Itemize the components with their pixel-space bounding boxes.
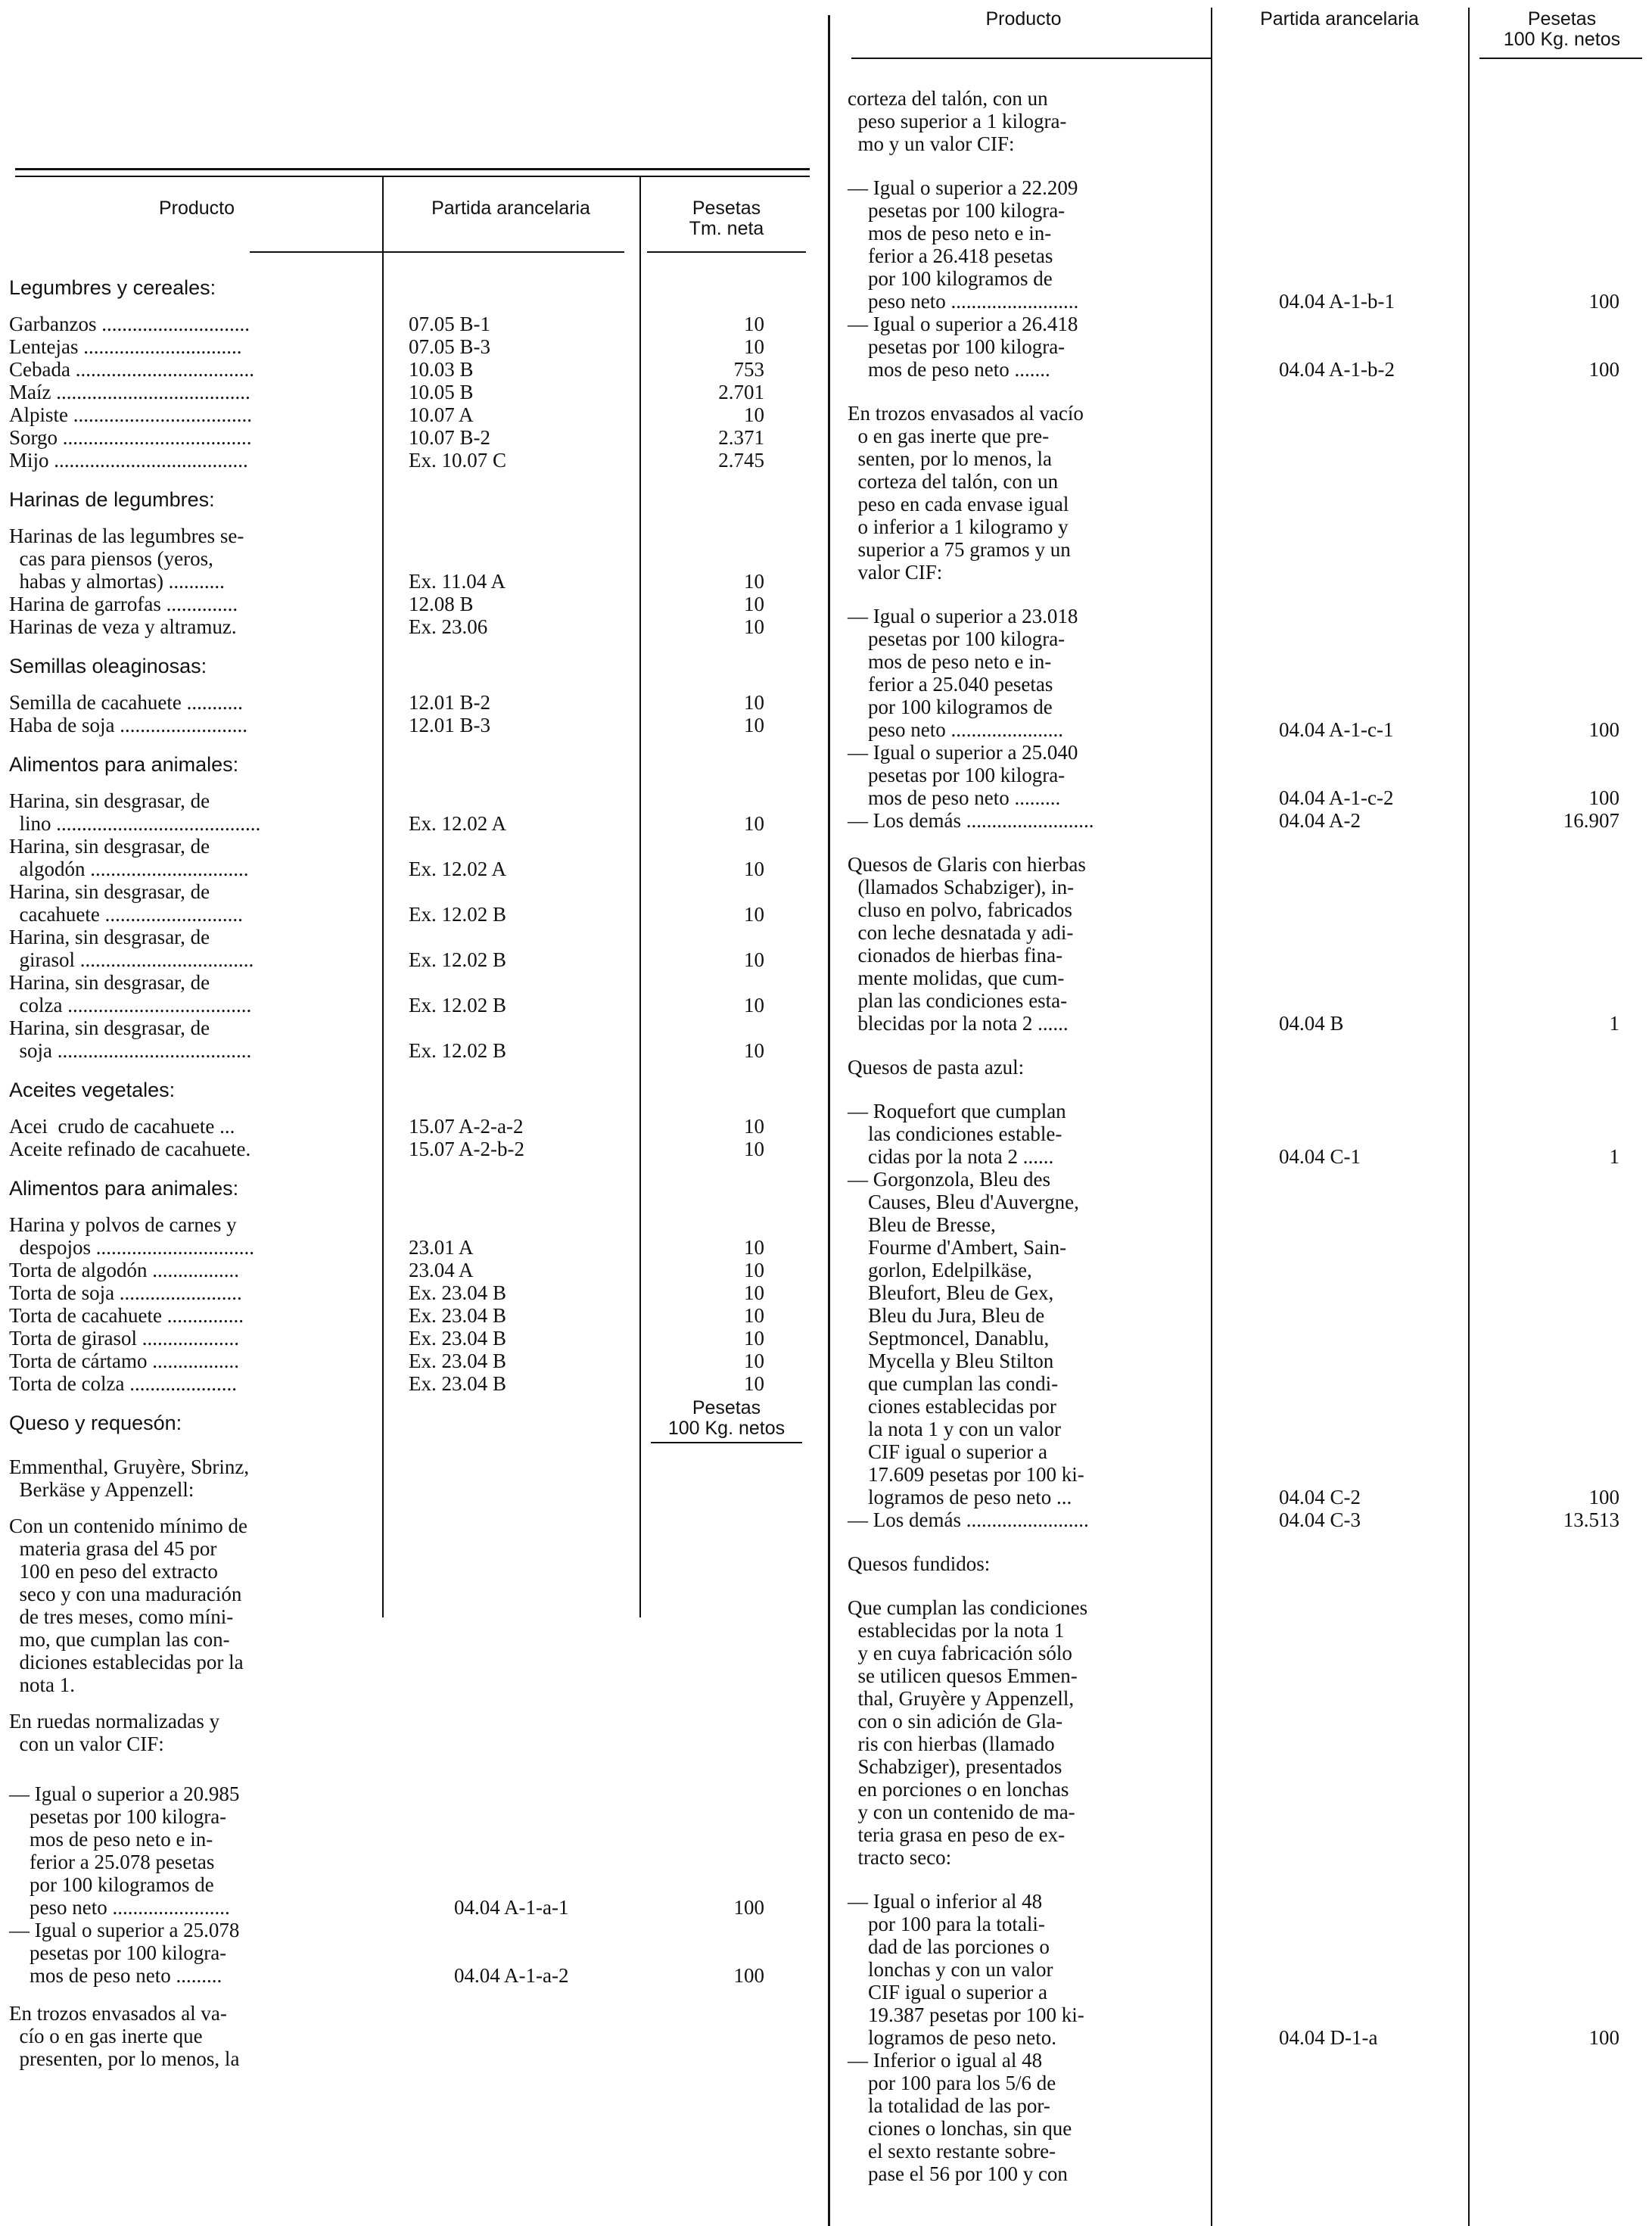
product-label: Sorgo ..................................... <box>9 426 252 449</box>
tariff-code: 04.04 B <box>1279 1012 1344 1035</box>
tariff-code: 04.04 C-1 <box>1279 1145 1361 1168</box>
price-value: 2.371 <box>718 426 764 449</box>
product-label: — Los demás ........................ <box>848 1508 1089 1531</box>
price-value: 100 <box>1588 718 1619 741</box>
ruedas-text: En ruedas normalizadas y con un valor CIF: <box>9 1710 220 1755</box>
price-value: 10 <box>744 593 764 615</box>
product-label: — Roquefort que cumplan las condiciones estable- cidas por la nota 2 ...... <box>848 1100 1066 1168</box>
section-title: Legumbres y cereales: <box>9 276 216 299</box>
tariff-code: Ex. 23.04 B <box>409 1281 507 1304</box>
product-label: Harina de garrofas .............. <box>9 593 238 615</box>
tariff-code: 15.07 A-2-b-2 <box>409 1138 524 1160</box>
tariff-code: 04.04 A-2 <box>1279 809 1361 832</box>
price-value: 100 <box>1588 358 1619 381</box>
section-title: Queso y requesón: <box>9 1412 182 1434</box>
price-value: 1 <box>1609 1012 1619 1035</box>
price-value: 10 <box>744 1304 764 1327</box>
price-value: 10 <box>744 570 764 593</box>
product-label: — Igual o superior a 26.418 pesetas por 100 kilogra- mos de peso neto ....... <box>848 313 1078 381</box>
header-double-rule <box>15 168 810 177</box>
product-label: — Igual o superior a 25.078 pesetas por 100 kilogra- mos de peso neto ......... <box>9 1919 240 1987</box>
product-label: — Igual o inferior al 48 por 100 para la totali- dad de las porciones o lonchas y con un valor CIF igual o superior a 19.387 pesetas por 100 ki- logramos de peso neto. <box>848 1890 1084 2049</box>
tariff-code: 07.05 B-3 <box>409 335 490 358</box>
tariff-code: 15.07 A-2-a-2 <box>409 1115 524 1138</box>
price-value: 10 <box>744 403 764 426</box>
right-header-rule-pesetas <box>1479 58 1642 59</box>
section-title: Alimentos para animales: <box>9 753 239 776</box>
price-value: 10 <box>744 1350 764 1372</box>
price-value: 10 <box>744 1115 764 1138</box>
price-value: 10 <box>744 948 764 971</box>
header-partida: Partida arancelaria <box>431 198 590 219</box>
product-label: Torta de girasol ................... <box>9 1327 240 1350</box>
tariff-code: Ex. 12.02 B <box>409 1039 507 1062</box>
header-pesetas <box>643 198 810 239</box>
tariff-code: Ex. 11.04 A <box>409 570 506 593</box>
price-value: 10 <box>744 1327 764 1350</box>
price-value: 10 <box>744 1372 764 1395</box>
product-label: corteza del talón, con un peso superior a 1 kilogra- mo y un valor CIF: <box>848 87 1067 155</box>
product-label: Harina y polvos de carnes y despojos ............................... <box>9 1213 254 1259</box>
tariff-code: 04.04 A-1-c-1 <box>1279 718 1394 741</box>
product-label: Harina, sin desgrasar, de colza .................................... <box>9 971 252 1016</box>
price-value: 10 <box>744 812 764 835</box>
tariff-code: Ex. 23.04 B <box>409 1304 507 1327</box>
header-rule-pesetas <box>647 251 806 253</box>
product-label: — Inferior o igual al 48 por 100 para los 5/6 de la totalidad de las por- ciones o lonchas, sin que el sexto restante sobre- pase el 56 por 100 y con <box>848 2049 1072 2185</box>
trozos-text: En trozos envasados al va- cío o en gas inerte que presenten, por lo menos, la <box>9 2002 240 2070</box>
product-label: Maíz ...................................... <box>9 381 250 403</box>
product-label: Harina, sin desgrasar, de cacahuete ........................... <box>9 880 243 926</box>
tariff-code: 07.05 B-1 <box>409 313 490 335</box>
right-header-rule <box>851 58 1211 59</box>
tariff-code: 04.04 A-1-c-2 <box>1279 786 1394 809</box>
price-value: 10 <box>744 691 764 714</box>
price-value: 100 <box>1588 290 1619 313</box>
header-producto: Producto <box>158 198 235 219</box>
unit-rule <box>651 1442 802 1443</box>
tariff-code: Ex. 23.04 B <box>409 1350 507 1372</box>
price-value: 10 <box>744 1039 764 1062</box>
tariff-code: 23.04 A <box>409 1259 474 1281</box>
section-title: Aceites vegetales: <box>9 1079 176 1101</box>
product-label: Garbanzos ............................. <box>9 313 250 335</box>
header-rule-partida <box>250 251 624 253</box>
product-label: Harinas de veza y altramuz. <box>9 615 237 638</box>
product-label: Torta de colza ..................... <box>9 1372 238 1395</box>
tariff-code: 12.01 B-3 <box>409 714 490 736</box>
tariff-code: 04.04 A-1-a-1 <box>454 1896 569 1919</box>
price-value: 753 <box>733 358 764 381</box>
product-label: Aceite refinado de cacahuete. <box>9 1138 251 1160</box>
tariff-code: 04.04 C-2 <box>1279 1486 1361 1508</box>
price-value: 2.745 <box>718 449 764 472</box>
tariff-code: 10.07 B-2 <box>409 426 490 449</box>
tariff-code: Ex. 10.07 C <box>409 449 507 472</box>
tariff-code: 04.04 C-3 <box>1279 1508 1361 1531</box>
product-label: — Igual o superior a 23.018 pesetas por 100 kilogra- mos de peso neto e in- ferior a 25.040 pesetas por 100 kilogramos de peso neto ...................... <box>848 605 1078 741</box>
price-value: 2.701 <box>718 381 764 403</box>
section-title: Harinas de legumbres: <box>9 488 215 511</box>
tariff-code: Ex. 12.02 B <box>409 903 507 926</box>
product-label: Haba de soja ......................... <box>9 714 247 736</box>
tariff-code: 04.04 A-1-b-1 <box>1279 290 1395 313</box>
product-label: Acei crudo de cacahuete ... <box>9 1115 235 1138</box>
right-header-producto: Producto <box>985 8 1062 30</box>
product-label: Torta de cártamo ................. <box>9 1350 240 1372</box>
product-label: Semilla de cacahuete ........... <box>9 691 243 714</box>
tariff-code: Ex. 23.04 B <box>409 1372 507 1395</box>
price-value: 10 <box>744 1259 764 1281</box>
price-value: 10 <box>744 1236 764 1259</box>
tariff-code: Ex. 12.02 A <box>409 812 507 835</box>
price-value: 100 <box>1588 1486 1619 1508</box>
product-label: Torta de soja ........................ <box>9 1281 242 1304</box>
right-divider-2 <box>1468 8 1470 2226</box>
unit-kg-netos: 100 Kg. netos <box>667 1418 786 1439</box>
price-value: 10 <box>744 714 764 736</box>
product-label: Harina, sin desgrasar, de algodón ............................... <box>9 835 249 880</box>
price-value: 100 <box>733 1964 764 1987</box>
unit-pesetas: Pesetas <box>692 1397 761 1418</box>
product-label: Quesos de pasta azul: <box>848 1056 1025 1079</box>
left-divider-1 <box>382 176 384 1617</box>
tariff-code: Ex. 12.02 B <box>409 994 507 1016</box>
tariff-code: Ex. 12.02 B <box>409 948 507 971</box>
price-value: 10 <box>744 615 764 638</box>
tariff-code: 23.01 A <box>409 1236 474 1259</box>
section-title: Semillas oleaginosas: <box>9 655 207 677</box>
price-value: 1 <box>1609 1145 1619 1168</box>
right-header-pesetas <box>1472 9 1652 50</box>
product-label: — Igual o superior a 20.985 pesetas por 100 kilogra- mos de peso neto e in- ferior a 25.078 pesetas por 100 kilogramos de peso neto ....................... <box>9 1782 240 1919</box>
emmenthal-heading: Emmenthal, Gruyère, Sbrinz, Berkäse y Appenzell: <box>9 1455 250 1501</box>
product-label: — Igual o superior a 22.209 pesetas por 100 kilogra- mos de peso neto e in- ferior a 26.418 pesetas por 100 kilogramos de peso neto ......................... <box>848 176 1079 313</box>
product-label: Harina, sin desgrasar, de girasol .................................. <box>9 926 254 971</box>
price-value: 10 <box>744 313 764 335</box>
column-divider <box>828 15 830 2226</box>
price-value: 16.907 <box>1563 809 1619 832</box>
product-label: Cebada ................................... <box>9 358 254 381</box>
product-label: Quesos fundidos: <box>848 1552 991 1575</box>
price-value: 10 <box>744 858 764 880</box>
product-label: Quesos de Glaris con hierbas (llamados Schabziger), in- cluso en polvo, fabricados con leche desnatada y adi- cionados de hierbas fina- mente molidas, que cum- plan las condiciones esta- blecidas por la nota 2 ...... <box>848 853 1086 1035</box>
right-header-partida: Partida arancelaria <box>1260 8 1419 30</box>
tariff-code: Ex. 23.04 B <box>409 1327 507 1350</box>
price-value: 100 <box>1588 2026 1619 2049</box>
tariff-code: 04.04 A-1-b-2 <box>1279 358 1395 381</box>
tariff-code: 10.07 A <box>409 403 474 426</box>
price-value: 10 <box>744 1138 764 1160</box>
header-pesetas-line1: Pesetas <box>692 198 761 219</box>
price-value: 100 <box>733 1896 764 1919</box>
tariff-code: 12.01 B-2 <box>409 691 490 714</box>
price-value: 10 <box>744 1281 764 1304</box>
price-value: 10 <box>744 903 764 926</box>
tariff-code: Ex. 12.02 A <box>409 858 507 880</box>
tariff-code: Ex. 23.06 <box>409 615 488 638</box>
product-label: Torta de algodón ................. <box>9 1259 240 1281</box>
contenido-text: Con un contenido mínimo de materia grasa del 45 por 100 en peso del extracto seco y con una maduración de tres meses, como míni- mo, que cumplan las con- diciones establecidas por la nota 1. <box>9 1515 247 1696</box>
right-header-pesetas-line2: 100 Kg. netos <box>1503 29 1621 50</box>
right-header-pesetas-line1: Pesetas <box>1527 8 1597 30</box>
product-label: — Igual o superior a 25.040 pesetas por 100 kilogra- mos de peso neto ......... <box>848 741 1078 809</box>
tariff-code: 12.08 B <box>409 593 474 615</box>
product-label: Alpiste ................................... <box>9 403 252 426</box>
tariff-code: 04.04 D-1-a <box>1279 2026 1378 2049</box>
price-value: 100 <box>1588 786 1619 809</box>
product-label: Harinas de las legumbres se- cas para piensos (yeros, habas y almortas) ........... <box>9 525 244 593</box>
product-label: Mijo ...................................... <box>9 449 248 472</box>
product-label: — Los demás ......................... <box>848 809 1094 832</box>
price-value: 13.513 <box>1563 1508 1619 1531</box>
product-label: Que cumplan las condiciones establecidas por la nota 1 y en cuya fabricación sólo se utilicen quesos Emmen- thal, Gruyère y Appenzell, con o sin adición de Gla- ris con hierbas (llamado Schabziger), presentados en porciones o en lonchas y con un contenido de ma- teria grasa en peso de ex- tracto seco: <box>848 1596 1088 1869</box>
product-label: En trozos envasados al vacío o en gas inerte que pre- senten, por lo menos, la corteza del talón, con un peso en cada envase igual o inferior a 1 kilogramo y superior a 75 gramos y un valor CIF: <box>848 402 1084 584</box>
product-label: Lentejas ............................... <box>9 335 242 358</box>
product-label: — Gorgonzola, Bleu des Causes, Bleu d'Auvergne, Bleu de Bresse, Fourme d'Ambert, Sain- gorlon, Edelpilkäse, Bleufort, Bleu de Gex, Bleu du Jura, Bleu de Septmoncel, Danablu, Mycella y Bleu Stilton que cumplan las condi- ciones establecidas por la nota 1 y con un valor CIF igual o superior a 17.609 pesetas por 100 ki- logramos de peso neto ... <box>848 1168 1084 1508</box>
product-label: Harina, sin desgrasar, de soja ...................................... <box>9 1016 252 1062</box>
tariff-code: 04.04 A-1-a-2 <box>454 1964 569 1987</box>
right-divider-1 <box>1211 8 1212 2226</box>
product-label: Torta de cacahuete ............... <box>9 1304 244 1327</box>
section-title: Alimentos para animales: <box>9 1177 239 1200</box>
price-value: 10 <box>744 335 764 358</box>
tariff-code: 10.05 B <box>409 381 474 403</box>
header-pesetas-line2: Tm. neta <box>689 218 764 239</box>
tariff-code: 10.03 B <box>409 358 474 381</box>
left-divider-2 <box>639 176 641 1617</box>
product-label: Harina, sin desgrasar, de lino ........................................ <box>9 789 261 835</box>
price-value: 10 <box>744 994 764 1016</box>
